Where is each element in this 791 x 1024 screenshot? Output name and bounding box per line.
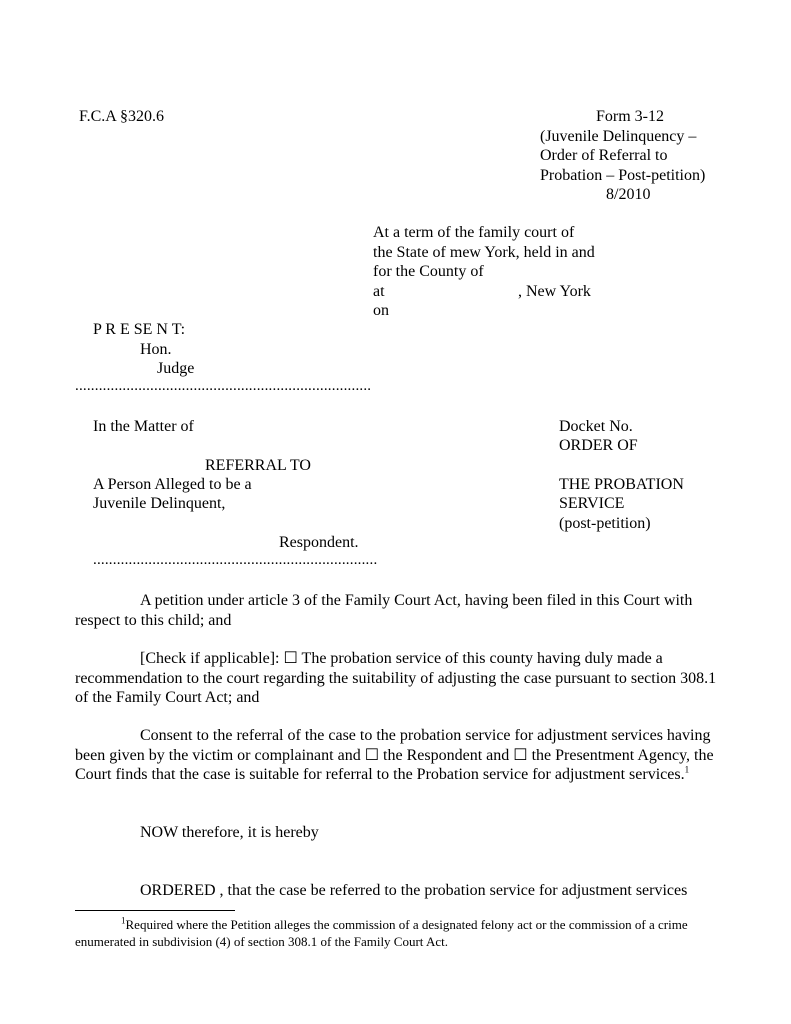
- footnote-text: Required where the Petition alleges the commission of a designated felony act or the commission of a crime enumerated in subdivision (4) of section 308.1 of the Family Court Act.: [75, 917, 688, 949]
- form-date: 8/2010: [606, 186, 651, 203]
- judge-label: Judge: [157, 360, 195, 377]
- form-description-line: (Juvenile Delinquency –: [540, 128, 697, 145]
- order-of-title: ORDER OF: [559, 437, 638, 454]
- in-the-matter-of: In the Matter of: [93, 418, 194, 435]
- term-line: the State of mew York, held in and: [373, 244, 595, 261]
- paragraph-now-therefore: NOW therefore, it is hereby: [140, 824, 319, 841]
- dotted-separator: ...........................................................................: [75, 378, 372, 394]
- term-line: At a term of the family court of: [373, 224, 575, 241]
- form-description-line: Order of Referral to: [540, 147, 668, 164]
- paragraph-consent: [75, 726, 725, 785]
- present-label: P R E SE N T:: [93, 321, 186, 338]
- service-title: SERVICE: [559, 495, 625, 512]
- respondent-description: A Person Alleged to be a: [93, 476, 252, 493]
- form-description-line: Probation – Post-petition): [540, 167, 706, 184]
- dotted-separator: ........................................................................: [93, 552, 378, 568]
- post-petition-note: (post-petition): [559, 515, 651, 532]
- footnote: [75, 916, 725, 950]
- footnote-mark: 1: [121, 915, 126, 926]
- probation-title: THE PROBATION: [559, 476, 684, 493]
- term-at-label: at: [373, 283, 385, 300]
- respondent-description: Juvenile Delinquent,: [93, 495, 226, 512]
- paragraph-petition: A petition under article 3 of the Family Court Act, having been filed in this Court with respect to this child; and: [75, 592, 693, 629]
- respondent-label: Respondent.: [279, 534, 359, 551]
- docket-number: Docket No.: [559, 418, 633, 435]
- statute-reference: F.C.A §320.6: [79, 108, 164, 125]
- form-number: Form 3-12: [596, 108, 664, 125]
- paragraph-recommendation: [Check if applicable]: ☐ The probation service of this county having duly made a recommendation to the court regarding the suitability of adjusting the case pursuant to section 308.1 of the Family Court Act; and: [75, 650, 717, 706]
- referral-to-title: REFERRAL TO: [205, 457, 311, 474]
- footnote-separator: [75, 910, 235, 911]
- term-new-york: , New York: [518, 283, 591, 300]
- term-line: for the County of: [373, 263, 484, 280]
- term-on-label: on: [373, 302, 389, 319]
- footnote-reference: 1: [684, 764, 690, 775]
- hon-label: Hon.: [140, 341, 172, 358]
- paragraph-ordered: ORDERED , that the case be referred to the probation service for adjustment services: [140, 882, 688, 899]
- paragraph-consent-text: Consent to the referral of the case to the probation service for adjustment services having been given by the victim or complainant and ☐ the Respondent and ☐ the Presentment Agency, the Court finds that the case is suitable for referral to the Probation service for adjustment services.: [75, 727, 714, 783]
